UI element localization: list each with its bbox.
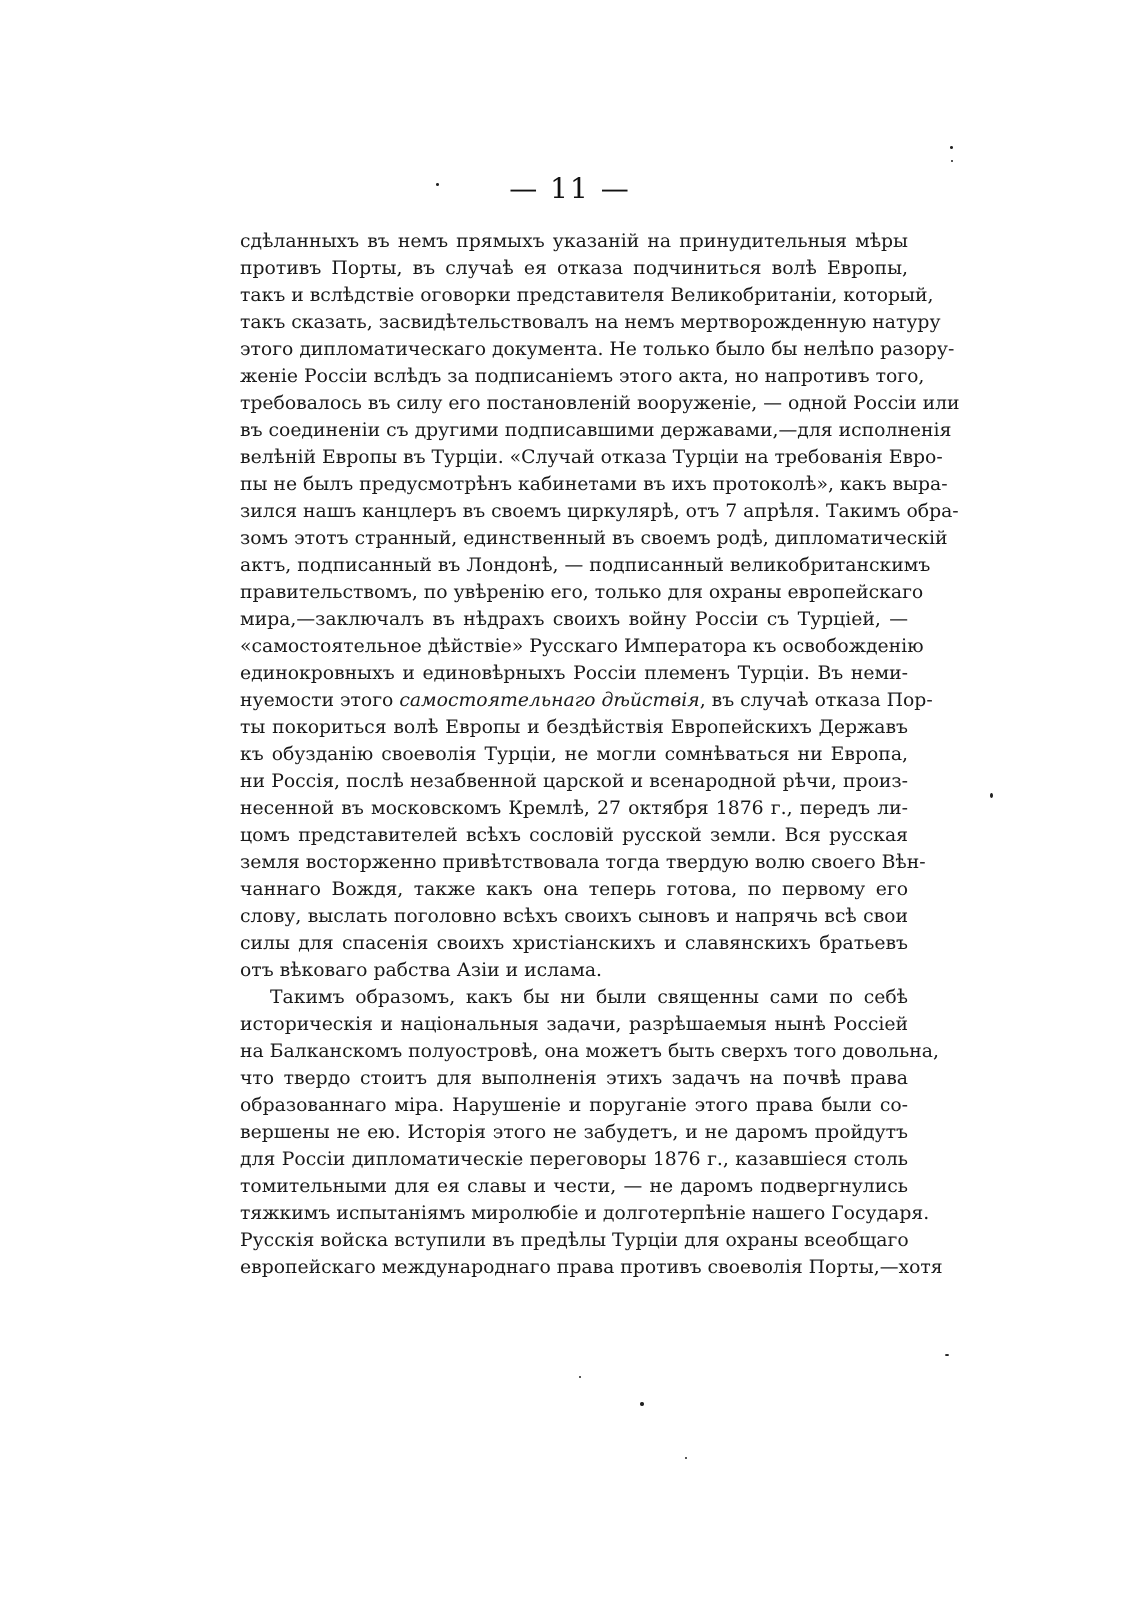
text-line: силы для спасенія своихъ христіанскихъ и славянскихъ братьевъ <box>240 933 908 954</box>
text-line: зился нашъ канцлеръ въ своемъ циркулярѣ, отъ 7 апрѣля. Такимъ обра- <box>240 501 959 522</box>
body-text <box>240 228 960 1281</box>
text-line: что твердо стоитъ для выполненія этихъ задачъ на почвѣ права <box>240 1068 908 1089</box>
text-segment: нуемости этого <box>240 690 400 711</box>
text-line: Русскія войска вступили въ предѣлы Турціи для охраны всеобщаго <box>240 1230 909 1251</box>
scan-speck <box>436 183 439 186</box>
text-line: земля восторженно привѣтствовала тогда твердую волю своего Вѣн- <box>240 852 926 873</box>
text-line: зомъ этотъ странный, единственный въ своемъ родѣ, дипломатическій <box>240 528 948 549</box>
scan-speck <box>945 1354 949 1356</box>
text-line: правительствомъ, по увѣренію его, только для охраны европейскаго <box>240 582 924 603</box>
text-line: образованнаго міра. Нарушеніе и поруганіе этого права были со- <box>240 1095 908 1116</box>
text-line: актъ, подписанный въ Лондонѣ, — подписанный великобританскимъ <box>240 555 931 576</box>
text-line: слову, выслать поголовно всѣхъ своихъ сыновъ и напрячь всѣ свои <box>240 906 908 927</box>
text-line: единокровныхъ и единовѣрныхъ Россіи племенъ Турціи. Въ неми- <box>240 663 908 684</box>
text-line-with-emphasis <box>240 687 933 714</box>
scan-speck <box>640 1402 644 1406</box>
text-line: вершены не ею. Исторія этого не забудетъ, и не даромъ пройдутъ <box>240 1122 908 1143</box>
text-line: женіе Россіи вслѣдъ за подписаніемъ этого акта, но напротивъ того, <box>240 366 925 387</box>
text-line: чаннаго Вождя, также какъ она теперь готова, по первому его <box>240 879 908 900</box>
text-line: пы не былъ предусмотрѣнъ кабинетами въ ихъ протоколѣ», какъ выра- <box>240 474 948 495</box>
text-line: историческія и національныя задачи, разрѣшаемыя нынѣ Россіей <box>240 1014 908 1035</box>
text-line: ты покориться волѣ Европы и бездѣйствія Европейскихъ Державъ <box>240 717 908 738</box>
text-line: въ соединеніи съ другими подписавшими державами,—для исполненія <box>240 420 952 441</box>
text-line: отъ вѣковаго рабства Азіи и ислама. <box>240 960 603 981</box>
text-line: къ обузданію своеволія Турціи, не могли сомнѣваться ни Европа, <box>240 744 908 765</box>
scan-speck <box>951 160 953 162</box>
text-line: ни Россія, послѣ незабвенной царской и всенародной рѣчи, произ- <box>240 771 908 792</box>
text-line: требовалось въ силу его постановленій вооруженіе, — одной Россіи или <box>240 393 960 414</box>
text-line: на Балканскомъ полуостровѣ, она можетъ быть сверхъ того довольна, <box>240 1041 939 1062</box>
text-line: томительными для ея славы и чести, — не даромъ подвергнулись <box>240 1176 908 1197</box>
text-line: несенной въ московскомъ Кремлѣ, 27 октября 1876 г., передъ ли- <box>240 798 908 819</box>
text-line: сдѣланныхъ въ немъ прямыхъ указаній на принудительныя мѣры <box>240 231 908 252</box>
text-segment: , въ случаѣ отказа Пор- <box>699 690 933 711</box>
emphasized-phrase: самостоятельнаго дѣйствія <box>399 690 700 711</box>
text-line: такъ и вслѣдствіе оговорки представителя Великобританіи, который, <box>240 285 934 306</box>
text-line: такъ сказать, засвидѣтельствовалъ на немъ мертворожденную натуру <box>240 312 941 333</box>
text-line: Такимъ образомъ, какъ бы ни были священны сами по себѣ <box>270 987 908 1008</box>
scan-speck <box>990 793 993 798</box>
text-line: цомъ представителей всѣхъ сословій русской земли. Вся русская <box>240 825 908 846</box>
scan-speck <box>579 1376 581 1378</box>
text-line: противъ Порты, въ случаѣ ея отказа подчиниться волѣ Европы, <box>240 258 908 279</box>
text-line: «самостоятельное дѣйствіе» Русскаго Императора къ освобожденію <box>240 636 924 657</box>
scan-speck <box>685 1457 687 1459</box>
text-line: для Россіи дипломатическіе переговоры 1876 г., казавшіеся столь <box>240 1149 908 1170</box>
scan-speck <box>950 146 953 149</box>
page-number: — 11 — <box>509 172 631 205</box>
text-line: велѣній Европы въ Турціи. «Случай отказа Турціи на требованія Евро- <box>240 447 943 468</box>
text-line: европейскаго международнаго права противъ своеволія Порты,—хотя <box>240 1257 943 1278</box>
text-line: тяжкимъ испытаніямъ миролюбіе и долготерпѣніе нашего Государя. <box>240 1203 930 1224</box>
text-line: этого дипломатическаго документа. Не только было бы нелѣпо разору- <box>240 339 955 360</box>
text-line: мира,—заключалъ въ нѣдрахъ своихъ войну Россіи съ Турціей, — <box>240 609 908 630</box>
